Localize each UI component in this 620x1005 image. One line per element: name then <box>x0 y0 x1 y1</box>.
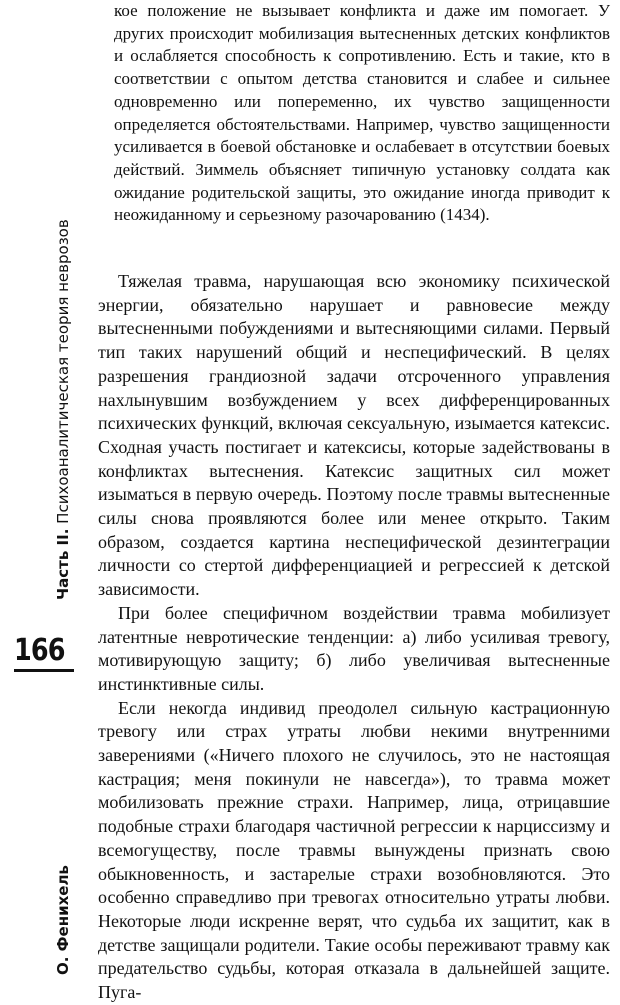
running-head-part <box>54 219 72 600</box>
quote-block <box>114 0 610 227</box>
paragraph: Тяжелая травма, нарушающая всю экономику психической энергии, обязательно нарушает и равновесие между вытесненными побуждениями и вытесняющими силами. Первый тип таких нарушений общий и неспецифический. В целях разрешения грандиозной задачи отсроченного управления нахлынувшим возбуждением у всех дифференцированных психических функций, включая сексуальную, изымается катексис. Сходная участь постигает и катексисы, которые задействованы в конфликтах вытеснения. Катексис защитных сил может изыматься в первую очередь. Поэтому после травмы вытесненные силы снова проявляются более или менее открыто. Таким образом, создается картина неспецифической дезинтеграции личности со стертой дифференциацией и регрессией к детской зависимости. <box>98 271 610 600</box>
main-text <box>98 270 610 1005</box>
page-number-rule <box>14 669 74 672</box>
part-title: Психоаналитическая теория неврозов <box>54 219 72 524</box>
quote-text: кое положение не вызывает конфликта и даже им помогает. У других происходит мобилизация вытесненных детских конфликтов и ослабляется способность к сопротивлению. Есть и такие, кто в соответствии с опытом детства становится и слабее и сильнее одновременно или попеременно, их чувство защищенности определяется обстоятельствами. Например, чувство защищенности усиливается в боевой обстановке и ослабевает в отсутствии боевых действий. Зиммель объясняет типичную установку солдата как ожидание родительской защиты, это ожидание иногда приводит к неожиданному и серьезному разочарованию (1434). <box>114 1 610 225</box>
paragraph: Если некогда индивид преодолел сильную кастрационную тревогу или страх утраты любви некими внутренними заверениями («Ничего плохого не случилось, это не настоящая кастрация; меня покинули не навсегда»), то травма может мобилизовать прежние страхи. Например, лица, отрицавшие подобные страхи благодаря частичной регрессии к нарциссизму и всемогуществу, после травмы вынуждены признать свою обыкновенность, и застарелые страхи возобновляются. Это особенно справедливо при тревогах относительно утраты любви. Некоторые люди искренне верят, что судьба их защитит, как в детстве защищали родители. Такие особы переживают травму как предательство судьбы, которая отказала в дальнейшей защите. Пуга- <box>98 697 610 1003</box>
page-number: 166 <box>14 633 65 668</box>
part-label: Часть II. <box>54 528 72 600</box>
paragraph: При более специфичном воздействии травма мобилизует латентные невротические тенденции: а) либо усиливая тревогу, мотивирующую защиту; б) либо увеличивая вытесненные инстинктивные силы. <box>98 602 610 694</box>
running-head-author: О. Фенихель <box>54 865 72 975</box>
